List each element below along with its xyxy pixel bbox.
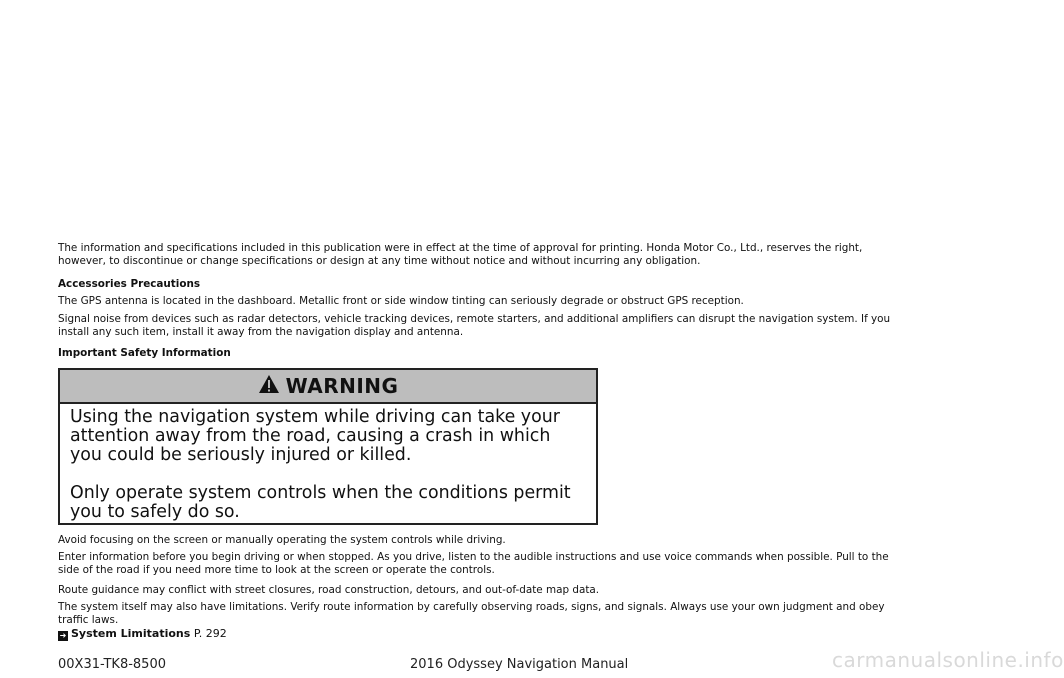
body-paragraph-2: Enter information before you begin driving or when stopped. As you drive, listen to the audible instructions and use voice commands when possible. Pull to the side of the road if you need more time to look at the screen or operate the controls. xyxy=(58,551,889,576)
safety-heading: Important Safety Information xyxy=(58,347,231,359)
warning-body xyxy=(60,404,596,522)
intro-paragraph: The information and specifications included in this publication were in effect at the time of approval for printing. Honda Motor Co., Ltd., reserves the right, however, to discontinue or change specifications or design at any time without notice and without incurring any obligation. xyxy=(58,242,863,267)
reference-label: System Limitations xyxy=(71,627,191,640)
footer-title: 2016 Odyssey Navigation Manual xyxy=(410,657,629,672)
warning-header xyxy=(60,370,596,404)
accessories-heading: Accessories Precautions xyxy=(58,278,201,290)
footer-code: 00X31-TK8-8500 xyxy=(58,657,166,672)
body-paragraph-4: The system itself may also have limitations. Verify route information by carefully observing roads, signs, and signals. Always use your own judgment and obey traffic laws. xyxy=(58,601,885,626)
warning-triangle-icon xyxy=(258,374,280,398)
body-paragraph-1: Avoid focusing on the screen or manually operating the system controls while driving. xyxy=(58,534,506,546)
accessories-paragraph-1: The GPS antenna is located in the dashboard. Metallic front or side window tinting can seriously degrade or obstruct GPS reception. xyxy=(58,295,744,307)
body-paragraph-3: Route guidance may conflict with street closures, road construction, detours, and out-of-date map data. xyxy=(58,584,600,596)
reference-page: P. 292 xyxy=(193,627,227,640)
warning-text-2: Only operate system controls when the conditions permit you to safely do so. xyxy=(70,483,571,522)
warning-title: WARNING xyxy=(285,374,399,398)
accessories-paragraph-2: Signal noise from devices such as radar detectors, vehicle tracking devices, remote starters, and additional amplifiers can disrupt the navigation system. If you install any such item, install it away from the navigation display and antenna. xyxy=(58,313,891,338)
warning-text-1: Using the navigation system while driving can take your attention away from the road, causing a crash in which you could be seriously injured or killed. xyxy=(70,407,560,465)
watermark: carmanualsonline.info xyxy=(832,648,1064,672)
reference-arrow-icon: ➜ xyxy=(59,631,67,640)
warning-box xyxy=(58,368,598,525)
cross-reference-link[interactable] xyxy=(58,627,227,641)
